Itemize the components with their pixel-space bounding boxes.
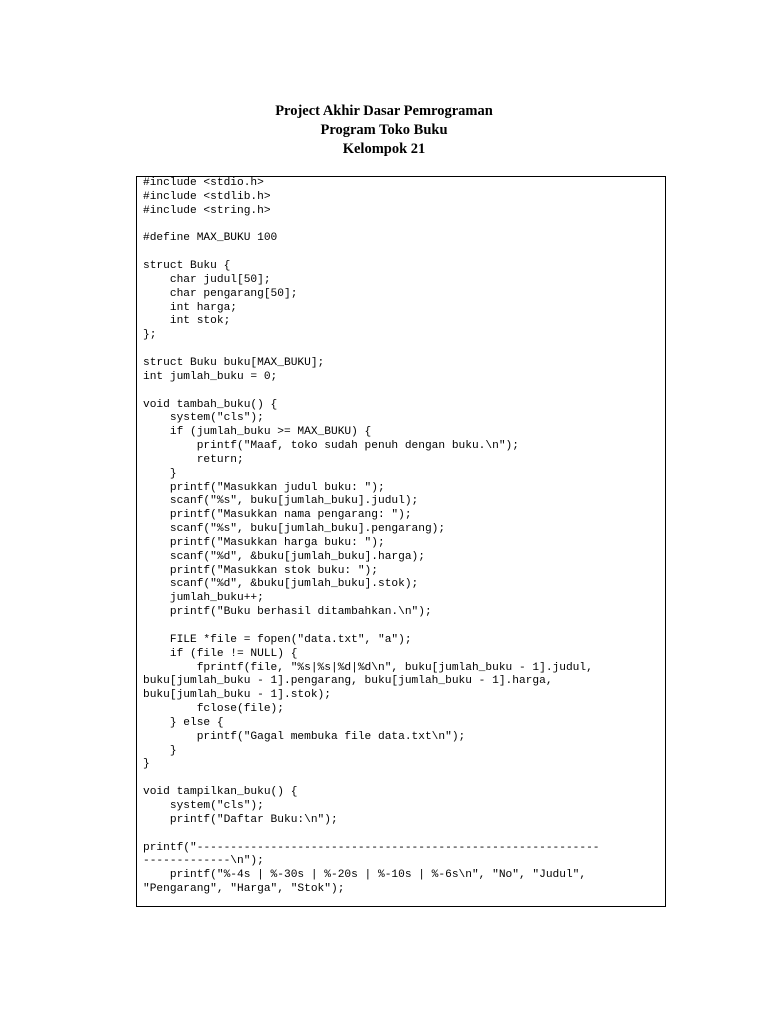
code-line: fprintf(file, "%s|%s|%d|%d\n", buku[jumlah_buku - 1].judul, <box>143 661 593 674</box>
subtitle-line: Program Toko Buku <box>320 122 448 138</box>
code-line: char pengarang[50]; <box>143 287 298 300</box>
code-line: buku[jumlah_buku - 1].stok); <box>143 689 331 702</box>
code-line: void tampilkan_buku() { <box>143 786 298 799</box>
code-line: printf("Masukkan harga buku: "); <box>143 536 385 549</box>
code-line: if (file != NULL) { <box>143 647 298 660</box>
code-line: char judul[50]; <box>143 273 271 286</box>
code-line <box>143 828 665 842</box>
code-line: system("cls"); <box>143 799 264 812</box>
code-line: FILE *file = fopen("data.txt", "a"); <box>143 633 412 646</box>
code-line: #include <string.h> <box>143 204 271 217</box>
code-line <box>143 219 665 233</box>
code-line: scanf("%s", buku[jumlah_buku].judul); <box>143 495 419 508</box>
code-line: printf("%-4s | %-30s | %-20s | %-10s | %-6s\n", "No", "Judul", <box>143 869 587 882</box>
code-listing-box <box>136 176 666 907</box>
code-line: buku[jumlah_buku - 1].pengarang, buku[jumlah_buku - 1].harga, <box>143 675 553 688</box>
code-line: scanf("%d", &buku[jumlah_buku].stok); <box>143 578 419 591</box>
code-line: system("cls"); <box>143 412 264 425</box>
code-line: int stok; <box>143 315 231 328</box>
code-line: scanf("%s", buku[jumlah_buku].pengarang); <box>143 523 446 536</box>
code-line: int harga; <box>143 301 237 314</box>
code-line: struct Buku { <box>143 260 231 273</box>
code-line: }; <box>143 329 157 342</box>
code-line: printf("Daftar Buku:\n"); <box>143 813 338 826</box>
document-title <box>0 102 768 159</box>
code-line: #include <stdio.h> <box>143 177 264 189</box>
code-line <box>143 772 665 786</box>
code-line: -------------\n"); <box>143 855 264 868</box>
code-line: void tambah_buku() { <box>143 398 278 411</box>
code-line: printf("Gagal membuka file data.txt\n"); <box>143 730 466 743</box>
code-line: } <box>143 758 150 771</box>
code-listing <box>137 177 665 897</box>
code-line: struct Buku buku[MAX_BUKU]; <box>143 356 325 369</box>
code-line: } else { <box>143 716 224 729</box>
code-line <box>143 385 665 399</box>
code-line <box>143 343 665 357</box>
code-line: return; <box>143 453 244 466</box>
code-line <box>143 246 665 260</box>
code-line: printf("Masukkan stok buku: "); <box>143 564 378 577</box>
code-line: #define MAX_BUKU 100 <box>143 232 278 245</box>
code-line: "Pengarang", "Harga", "Stok"); <box>143 883 345 896</box>
code-line: printf("Masukkan judul buku: "); <box>143 481 385 494</box>
group-line: Kelompok 21 <box>342 141 426 157</box>
code-line: printf("Masukkan nama pengarang: "); <box>143 509 412 522</box>
title-line: Project Akhir Dasar Pemrograman <box>275 103 493 119</box>
code-line: } <box>143 744 177 757</box>
code-line: } <box>143 467 177 480</box>
code-line: scanf("%d", &buku[jumlah_buku].harga); <box>143 550 425 563</box>
code-line: int jumlah_buku = 0; <box>143 370 278 383</box>
code-line: printf("Buku berhasil ditambahkan.\n"); <box>143 606 432 619</box>
code-line: fclose(file); <box>143 703 284 716</box>
code-line: printf("------------------------------------------------------------ <box>143 841 600 854</box>
code-line: #include <stdlib.h> <box>143 190 271 203</box>
code-line: jumlah_buku++; <box>143 592 264 605</box>
code-line: if (jumlah_buku >= MAX_BUKU) { <box>143 426 372 439</box>
code-line: printf("Maaf, toko sudah penuh dengan buku.\n"); <box>143 440 519 453</box>
code-line <box>143 620 665 634</box>
